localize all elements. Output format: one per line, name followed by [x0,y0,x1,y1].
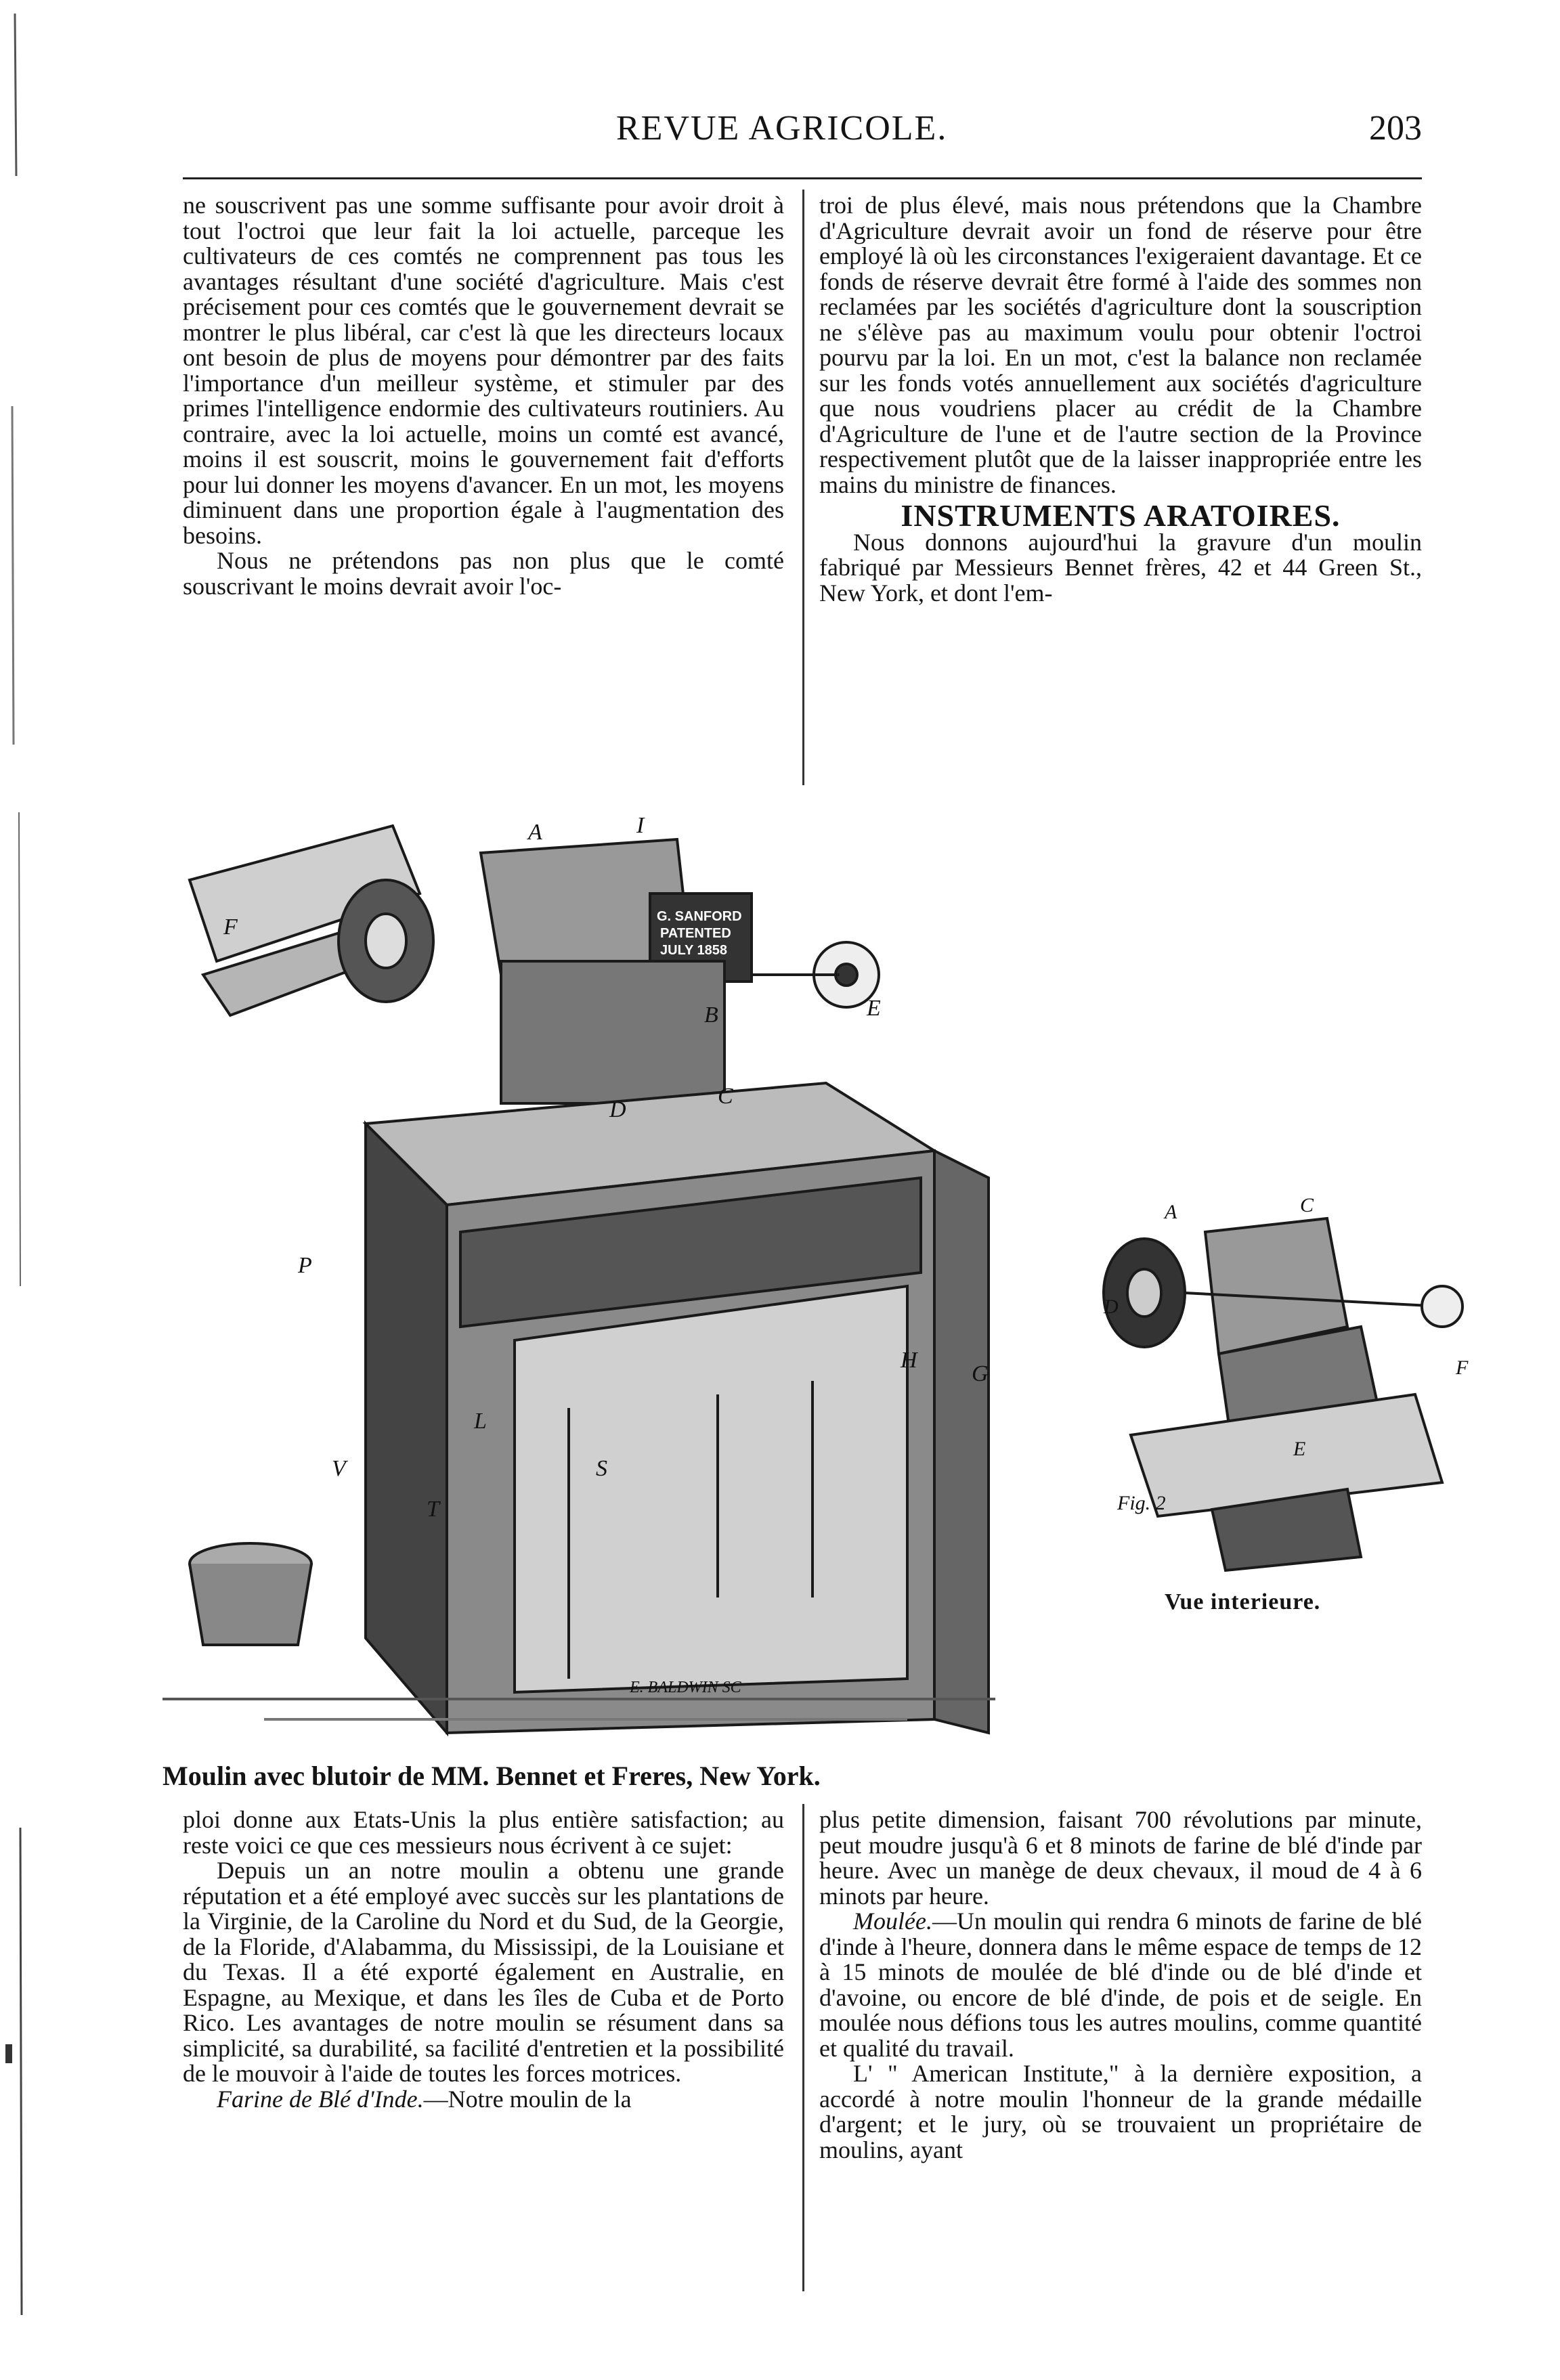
inset-label-f: F [1456,1357,1469,1379]
paragraph [183,2087,784,2113]
figure-caption: Moulin avec blutoir de MM. Bennet et Freres, New York. [162,1761,821,1791]
inset-caption: Vue interieure. [1165,1589,1321,1614]
paragraph: Nous donnons aujourd'hui la gravure d'un moulin fabriqué par Messieurs Bennet frères, 42 et 44 Green St., New York, et dont l'em- [819,528,1422,607]
journal-title: REVUE AGRICOLE. [616,109,948,148]
label-c: C [718,1084,733,1109]
plate-line-3: JULY 1858 [660,943,727,958]
mill-engraving [162,799,995,1753]
paragraph-text: —Un moulin qui rendra 6 minots de farine de blé d'inde à l'heure, donnera dans le même espace de temps de 12 à 15 minots de moulée de blé d'inde ou de blé d'inde et d'avoine, ou encore de blé d'inde, de pois et de seigle. En moulée nous défions tous les autres moulins, comme quantité et qualité du travail. [819,1908,1422,2062]
top-right-column [819,193,1422,606]
paragraph: ne souscrivent pas une somme suffisante pour avoir droit à tout l'octroi que leur fait la loi actuelle, parceque les cultivateurs de ces comtés ne comprennent pas tous les avantages résultant d'une société d'agriculture. Mais c'est précisement pour ces comtés que le gouvernement devrait se montrer le plus libéral, car c'est là que les directeurs locaux ont besoin de plus de moyens pour démontrer par des faits l'importance d'un meilleur système, et stimuler par des primes l'intelligence endormie des cultivateurs routiniers. Au contraire, avec la loi actuelle, moins un comté est avancé, moins il est souscrit, moins le gouvernement fait d'efforts pour lui donner les moyens d'avancer. En un mot, les moyens diminuent dans une proportion égale à l'augmentation des besoins. [183,192,784,549]
label-g: G [972,1361,989,1386]
paragraph: Depuis un an notre moulin a obtenu une grande réputation et a été employé avec succès sur les plantations de la Virginie, de la Caroline du Nord et du Sud, de la Georgie, de la Floride, d'Alabamma, du Mississipi, de la Louisiane et du Texas. Il a été exporté également en Australie, en Espagne, au Mexique, et dans les îles de Cuba et de Porto Rico. Les avantages de notre moulin se résument dans sa simplicité, sa durabilité, sa facilité d'entretien et la possibilité de le mouvoir à l'aide de toutes les forces motrices. [183,1857,784,2087]
label-s: S [596,1456,607,1481]
inset-label-e: E [1293,1438,1306,1460]
label-v: V [332,1456,346,1481]
paragraph: plus petite dimension, faisant 700 révolutions par minute, peut moudre jusqu'à 6 et 8 minots de farine de blé d'inde par heure. Avec un manège de deux chevaux, il moud de 4 à 6 minots par heure. [819,1806,1422,1910]
paragraph: Nous ne prétendons pas non plus que le comté souscrivant le moins devrait avoir l'oc- [183,547,784,600]
bottom-left-column [183,1807,784,2112]
paragraph: L' " American Institute," à la dernière exposition, a accordé à notre moulin l'honneur de la grande médaille d'argent; et le jury, où se trouvaient un propriétaire de moulins, ayant [819,2060,1422,2163]
plate-line-1: G. SANFORD [657,909,742,924]
header-rule [183,177,1422,179]
paragraph: ploi donne aux Etats-Unis la plus entière satisfaction; au reste voici ce que ces messieurs nous écrivent à ce sujet: [183,1806,784,1859]
label-a: A [528,820,542,845]
engraver-signature: E. BALDWIN SC [630,1679,741,1696]
page-number: 203 [1369,109,1422,148]
column-divider [802,190,804,785]
paragraph-text: —Notre moulin de la [423,2085,632,2113]
running-header [183,108,1422,156]
paragraph [819,1909,1422,2061]
column-divider [802,1804,804,2291]
label-l: L [474,1409,487,1434]
inset-label-d: D [1104,1296,1119,1318]
inset-label-c: C [1300,1194,1314,1216]
section-title: INSTRUMENTS ARATOIRES. [901,498,1341,533]
inset-fig-label: Fig. 2 [1117,1492,1166,1514]
top-left-column [183,193,784,599]
label-d: D [609,1097,626,1122]
subheading: Farine de Blé d'Inde. [217,2085,424,2113]
mill-interior-inset [1063,1191,1483,1577]
label-p: P [298,1253,312,1278]
label-b: B [704,1002,718,1028]
paragraph: troi de plus élevé, mais nous prétendons que la Chambre d'Agriculture devrait avoir un fond de réserve pour être employé là où les circonstances l'exigeraient davantage. Et ce fonds de réserve devrait être formé à l'aide des sommes non reclamées par les sociétés d'agriculture dont la souscription ne s'élève pas au maximum voulu pour obtenir l'octroi pourvu par la loi. En un mot, c'est la balance non reclamée sur les fonds votés annuellement aux sociétés d'agriculture que nous voudriens placer au crédit de la Chambre d'Agriculture de l'une et de l'autre section de la Province respectivement plutôt que de la laisser inappropriée entre les mains du ministre de finances. [819,192,1422,498]
bottom-right-column [819,1807,1422,2163]
label-t: T [427,1497,439,1522]
subheading: Moulée. [853,1908,932,1935]
plate-line-2: PATENTED [660,926,731,941]
label-f: F [223,914,238,940]
label-h: H [901,1348,917,1373]
inset-label-a: A [1165,1201,1177,1223]
label-i: I [636,813,645,838]
scan-margin-marks [0,0,41,2380]
label-e: E [867,996,881,1021]
